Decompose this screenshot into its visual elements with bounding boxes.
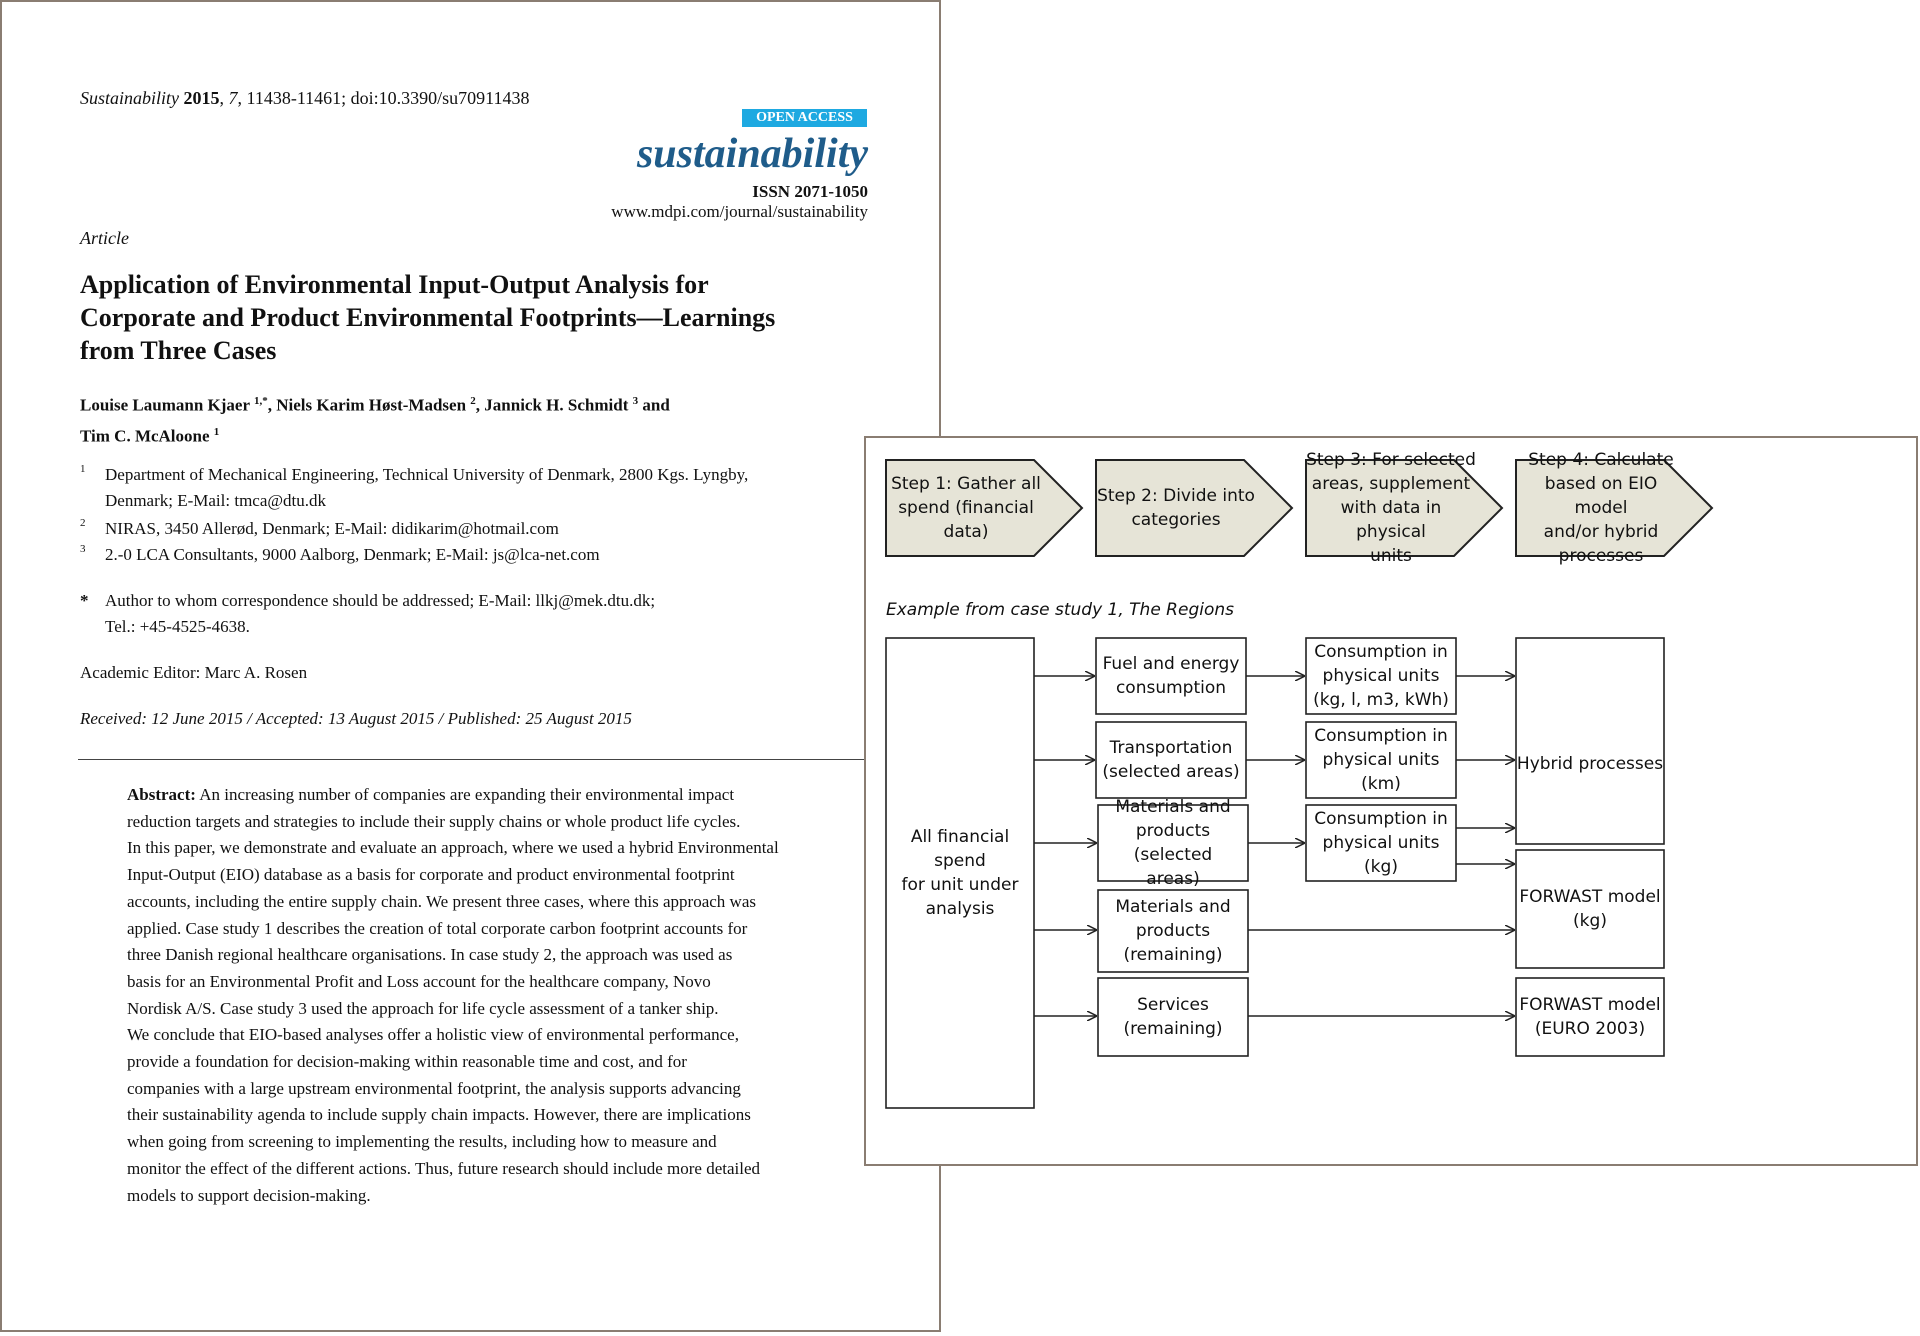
correspondence <box>80 588 840 640</box>
category-box: Materials and products (selected areas) <box>1115 797 1231 889</box>
affiliation-text: Department of Mechanical Engineering, Technical University of Denmark, 2800 Kgs. Lyngby, <box>105 465 749 484</box>
journal-url: www.mdpi.com/journal/sustainability <box>611 202 868 221</box>
category-box: Materials and products (remaining) <box>1115 897 1231 965</box>
open-access-badge: OPEN ACCESS <box>742 109 867 127</box>
step-4: Step 4: Calculate based on EIO model and/or hybrid processes <box>1528 450 1674 566</box>
category-box: Transportation (selected areas) <box>1102 738 1240 782</box>
citation-volume: 7 <box>228 88 238 108</box>
step-2: Step 2: Divide into categories <box>1097 486 1255 530</box>
section-divider <box>78 759 942 760</box>
citation-year: 2015 <box>183 88 220 108</box>
abstract-line: basis for an Environmental Profit and Loss account for the healthcare company, Novo <box>127 971 711 991</box>
flow-diagram <box>864 436 1918 1166</box>
correspondence-mark: * <box>80 591 89 610</box>
affiliation-number: 2 <box>80 517 86 529</box>
author-name: Jannick H. Schmidt <box>484 395 633 415</box>
affiliation-text: Denmark; E-Mail: tmca@dtu.dk <box>105 491 327 510</box>
abstract <box>127 782 825 1209</box>
abstract-line: applied. Case study 1 describes the creation of total corporate carbon footprint accounts for <box>127 918 748 938</box>
affiliation-text: 2.-0 LCA Consultants, 9000 Aalborg, Denmark; E-Mail: js@lca-net.com <box>105 545 600 564</box>
author-name: Tim C. McAloone <box>80 426 214 446</box>
journal-logo: sustainability <box>636 131 868 177</box>
citation-rest: , 11438-11461; doi:10.3390/su70911438 <box>237 88 530 108</box>
author-sep: , <box>267 395 277 415</box>
citation-journal: Sustainability <box>80 88 179 108</box>
author-affil: 3 <box>632 395 639 407</box>
abstract-line: monitor the effect of the different actions. Thus, future research should include more detailed <box>127 1158 761 1178</box>
physical-box: Consumption in physical units (kg) <box>1314 809 1448 877</box>
author-affil: 1,* <box>253 395 268 407</box>
title-line: Application of Environmental Input-Output Analysis for <box>80 270 709 299</box>
abstract-label: Abstract: <box>127 785 196 804</box>
abstract-line: Input-Output (EIO) database as a basis for corporate and product environmental footprint <box>127 865 735 885</box>
step-1: Step 1: Gather all spend (financial data) <box>891 474 1041 542</box>
physical-box: Consumption in physical units (kg, l, m3, kWh) <box>1313 642 1449 710</box>
abstract-line: provide a foundation for decision-making within reasonable time and cost, and for <box>127 1052 687 1072</box>
abstract-line: reduction targets and strategies to include their supply chains or whole product life cycles. <box>127 811 741 831</box>
step-3: Step 3: For selected areas, supplement with data in physical units <box>1306 450 1476 566</box>
paper-first-page <box>0 0 941 1332</box>
abstract-line: In this paper, we demonstrate and evaluate an approach, where we used a hybrid Environmental <box>127 838 779 858</box>
citation-line: Sustainability 2015, 7, 11438-11461; doi:10.3390/su70911438 <box>80 88 530 108</box>
abstract-line: their sustainability agenda to include supply chain impacts. However, there are implications <box>127 1105 751 1125</box>
correspondence-text: Tel.: +45-4525-4638. <box>105 617 250 636</box>
output-box-forwast-euro: FORWAST model (EURO 2003) <box>1519 995 1661 1039</box>
author-name: Louise Laumann Kjaer <box>80 395 254 415</box>
affiliation-3 <box>80 542 840 568</box>
affiliation-number: 1 <box>80 463 86 475</box>
author-affil: 2 <box>470 395 476 407</box>
affiliation-2 <box>80 516 840 542</box>
abstract-line: models to support decision-making. <box>127 1185 371 1205</box>
author-affil: 1 <box>213 425 220 438</box>
author-name: Niels Karim Høst-Madsen <box>276 395 471 415</box>
abstract-line: We conclude that EIO-based analyses offer a holistic view of environmental performance, <box>127 1025 739 1045</box>
abstract-line: when going from screening to implementing the results, including how to measure and <box>127 1132 717 1152</box>
output-box-hybrid: Hybrid processes <box>1516 754 1664 774</box>
affiliation-1 <box>80 462 840 514</box>
affiliation-number: 3 <box>80 543 86 555</box>
abstract-line: Nordisk A/S. Case study 3 used the approach for life cycle assessment of a tanker ship. <box>127 998 719 1018</box>
article-type: Article <box>80 228 129 248</box>
category-box: Services (remaining) <box>1123 995 1223 1039</box>
received-dates: Received: 12 June 2015 / Accepted: 13 August 2015 / Published: 25 August 2015 <box>80 709 632 728</box>
output-box-forwast-kg: FORWAST model (kg) <box>1519 887 1661 931</box>
affiliation-text: NIRAS, 3450 Allerød, Denmark; E-Mail: didikarim@hotmail.com <box>105 519 559 538</box>
academic-editor: Academic Editor: Marc A. Rosen <box>80 663 308 682</box>
issn: ISSN 2071-1050 <box>752 182 868 201</box>
correspondence-text: Author to whom correspondence should be addressed; E-Mail: llkj@mek.dtu.dk; <box>105 591 656 610</box>
abstract-line: Abstract: An increasing number of companies are expanding their environmental impact <box>127 785 735 804</box>
author-sep: , <box>475 395 485 415</box>
abstract-line: companies with a large upstream environmental footprint, the analysis supports advancing <box>127 1078 741 1098</box>
title-line: Corporate and Product Environmental Footprints—Learnings <box>80 303 776 332</box>
physical-box: Consumption in physical units (km) <box>1314 726 1448 794</box>
example-label: Example from case study 1, The Regions <box>886 600 1234 620</box>
author-sep: and <box>638 395 670 415</box>
paper-title <box>80 268 880 367</box>
abstract-line: three Danish regional healthcare organisations. In case study 2, the approach was used as <box>127 945 733 965</box>
source-box: All financial spend for unit under analysis <box>901 827 1019 919</box>
title-line: from Three Cases <box>80 336 277 365</box>
author-list <box>80 388 800 449</box>
category-box: Fuel and energy consumption <box>1102 654 1240 698</box>
abstract-line: accounts, including the entire supply chain. We present three cases, where this approach was <box>127 891 756 911</box>
